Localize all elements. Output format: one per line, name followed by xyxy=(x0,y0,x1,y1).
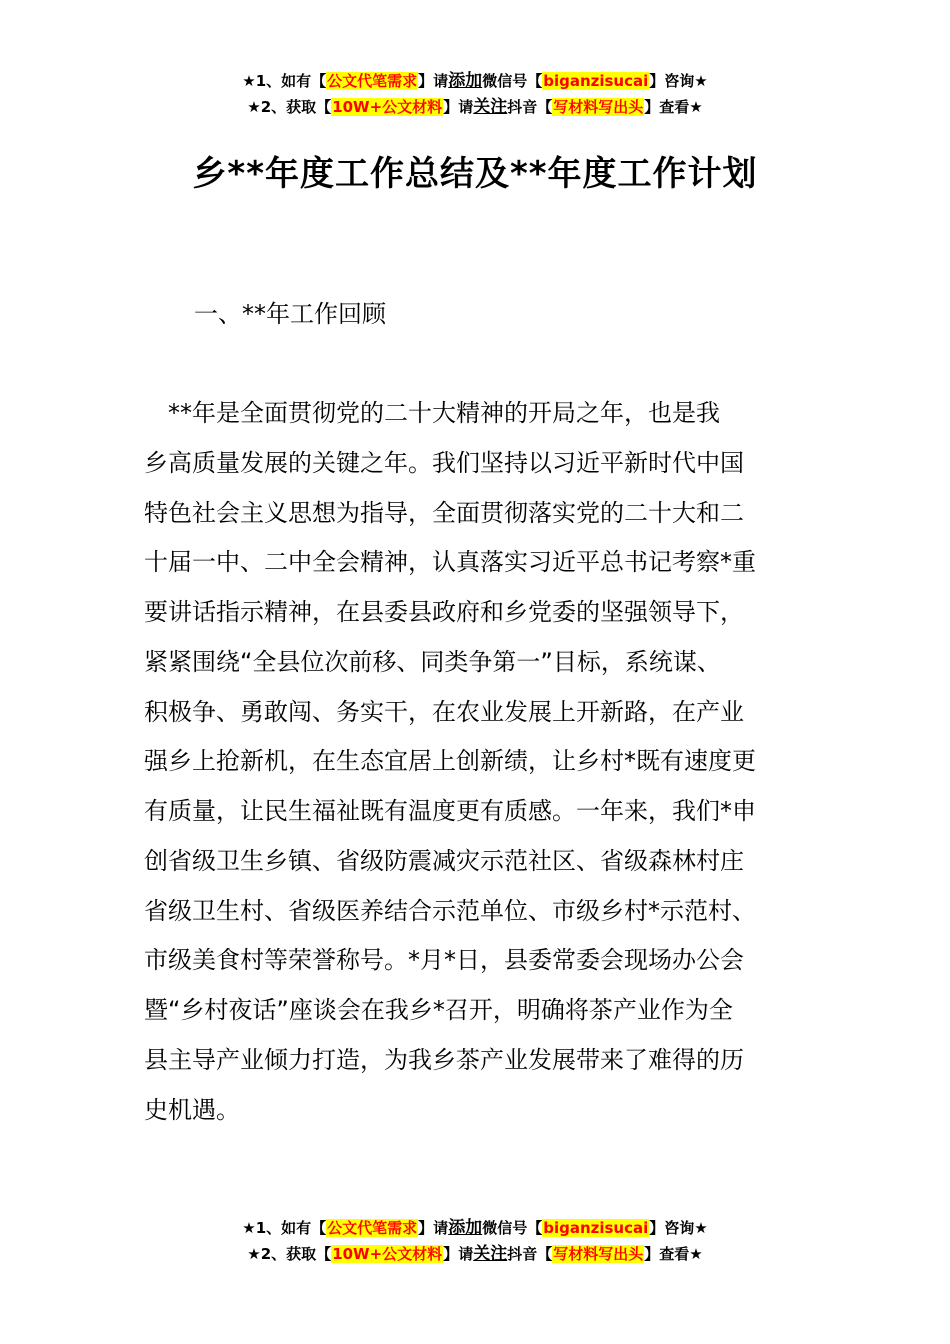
banner-emphasis: 添加 xyxy=(448,71,483,91)
paragraph-line: 创省级卫生乡镇、省级防震减灾示范社区、省级森林村庄 xyxy=(144,846,744,875)
paragraph-line: 积极争、勇敢闯、务实干，在农业发展上开新路，在产业 xyxy=(144,697,744,726)
banner-text: 抖音【 xyxy=(507,98,553,116)
paragraph-line: 强乡上抢新机，在生态宜居上创新绩，让乡村*既有速度更 xyxy=(144,747,756,776)
banner-line-1 xyxy=(0,1215,950,1241)
banner-text: 】请 xyxy=(443,98,474,116)
header-banner xyxy=(0,68,950,120)
highlight-service: 公文代笔需求 xyxy=(327,72,418,90)
banner-text: 微信号【 xyxy=(482,72,543,90)
highlight-wechat-id: biganzisucai xyxy=(543,72,649,90)
highlight-materials: 10W+公文材料 xyxy=(332,1245,443,1263)
banner-text: 】查看★ xyxy=(644,1245,703,1263)
banner-emphasis: 关注 xyxy=(473,1244,508,1264)
paragraph-line: **年是全面贯彻党的二十大精神的开局之年，也是我 xyxy=(144,399,720,427)
paragraph-line: 省级卫生村、省级医养结合示范单位、市级乡村*示范村、 xyxy=(144,896,756,925)
banner-emphasis: 关注 xyxy=(473,97,508,117)
highlight-wechat-id: biganzisucai xyxy=(543,1219,649,1237)
banner-line-1 xyxy=(0,68,950,94)
banner-text: 抖音【 xyxy=(507,1245,553,1263)
banner-text: 】请 xyxy=(418,72,449,90)
banner-text: 】请 xyxy=(418,1219,449,1237)
footer-banner xyxy=(0,1215,950,1267)
highlight-materials: 10W+公文材料 xyxy=(332,98,443,116)
banner-text: 】咨询★ xyxy=(649,1219,708,1237)
document-title: 乡**年度工作总结及**年度工作计划 xyxy=(192,154,758,194)
section-heading: 一、**年工作回顾 xyxy=(194,300,386,328)
banner-text: 】查看★ xyxy=(644,98,703,116)
body-paragraph xyxy=(144,389,806,1135)
banner-text: ★1、如有【 xyxy=(242,1219,327,1237)
paragraph-line: 乡高质量发展的关键之年。我们坚持以习近平新时代中国 xyxy=(144,448,744,477)
paragraph-line: 县主导产业倾力打造，为我乡茶产业发展带来了难得的历 xyxy=(144,1045,744,1074)
paragraph-line: 特色社会主义思想为指导，全面贯彻落实党的二十大和二 xyxy=(144,498,744,527)
highlight-service: 公文代笔需求 xyxy=(327,1219,418,1237)
banner-text: ★2、获取【 xyxy=(247,1245,332,1263)
paragraph-line: 紧紧围绕“全县位次前移、同类争第一”目标，系统谋、 xyxy=(144,647,721,676)
paragraph-line: 要讲话指示精神，在县委县政府和乡党委的坚强领导下， xyxy=(144,598,744,626)
banner-text: ★2、获取【 xyxy=(247,98,332,116)
banner-line-2 xyxy=(0,1241,950,1267)
paragraph-line: 有质量，让民生福祉既有温度更有质感。一年来，我们*申 xyxy=(144,797,756,825)
banner-text: ★1、如有【 xyxy=(242,72,327,90)
paragraph-line: 市级美食村等荣誉称号。*月*日，县委常委会现场办公会 xyxy=(144,946,744,975)
banner-text: 微信号【 xyxy=(482,1219,543,1237)
banner-text: 】咨询★ xyxy=(649,72,708,90)
paragraph-line: 暨“乡村夜话”座谈会在我乡*召开，明确将茶产业作为全 xyxy=(144,996,733,1024)
paragraph-line: 十届一中、二中全会精神，认真落实习近平总书记考察*重 xyxy=(144,548,756,577)
highlight-douyin-account: 写材料写出头 xyxy=(553,98,644,116)
banner-line-2 xyxy=(0,94,950,120)
banner-text: 】请 xyxy=(443,1245,474,1263)
paragraph-line: 史机遇。 xyxy=(144,1095,240,1124)
banner-emphasis: 添加 xyxy=(448,1218,483,1238)
highlight-douyin-account: 写材料写出头 xyxy=(553,1245,644,1263)
